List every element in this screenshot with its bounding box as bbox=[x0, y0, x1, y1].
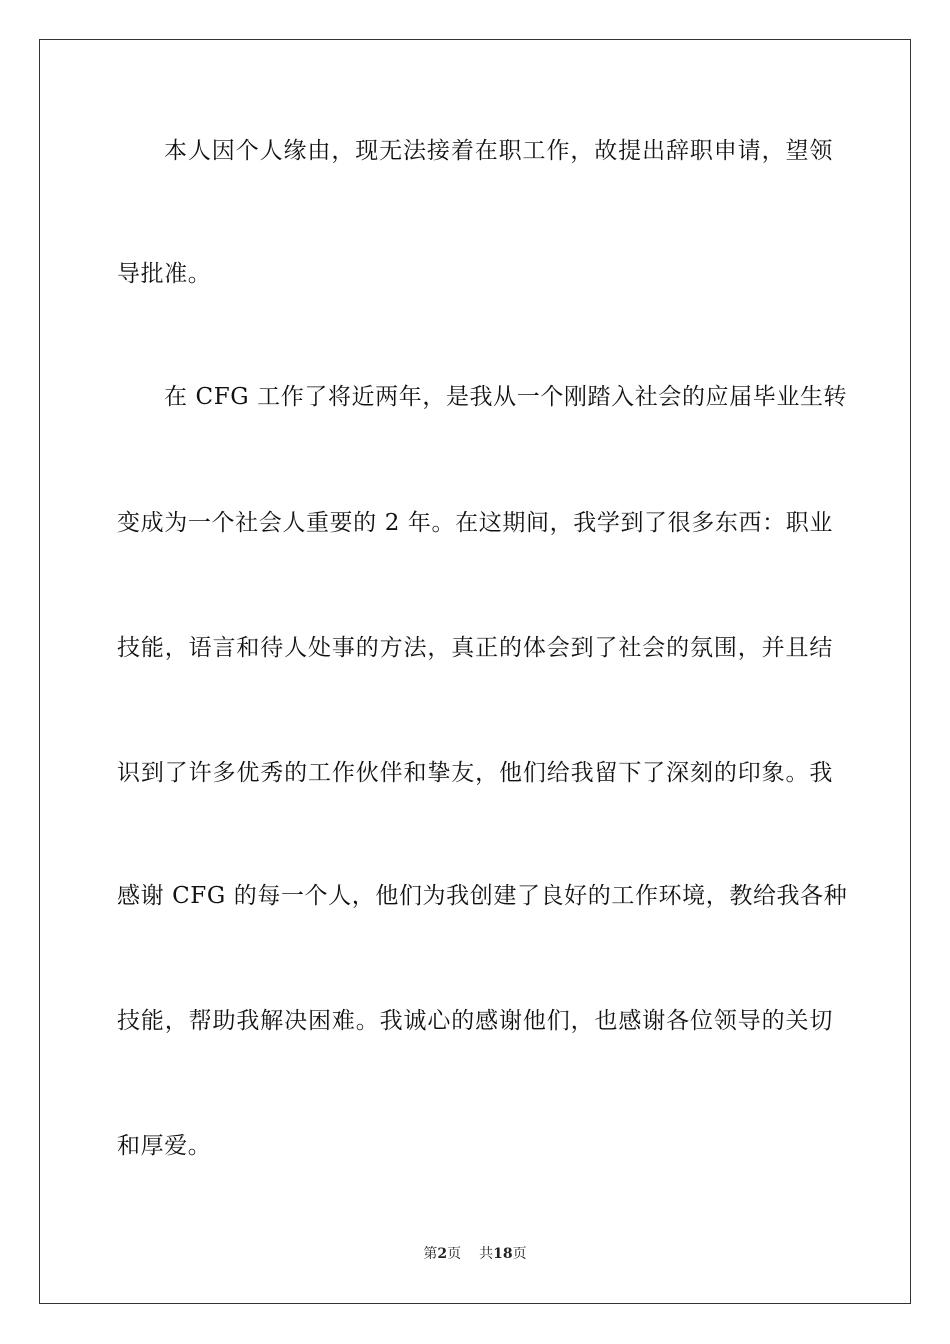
page-number: 2 bbox=[437, 1246, 448, 1262]
paragraph-2-line-3: 技能，语言和待人处事的方法，真正的体会到了社会的氛围，并且结 bbox=[117, 635, 833, 661]
page-suffix: 页 bbox=[447, 1246, 462, 1262]
paragraph-2-line-5: 感谢 CFG 的每一个人，他们为我创建了良好的工作环境，教给我各种 bbox=[117, 883, 848, 909]
paragraph-2-line-6: 技能，帮助我解决困难。我诚心的感谢他们，也感谢各位领导的关切 bbox=[117, 1008, 833, 1034]
paragraph-2-line-1: 在 CFG 工作了将近两年，是我从一个刚踏入社会的应届毕业生转 bbox=[164, 384, 848, 410]
page-footer bbox=[0, 1244, 950, 1264]
paragraph-1-line-2: 导批准。 bbox=[117, 261, 212, 287]
total-suffix: 页 bbox=[512, 1246, 527, 1262]
paragraph-1-line-1: 本人因个人缘由，现无法接着在职工作，故提出辞职申请，望领 bbox=[164, 138, 833, 164]
paragraph-2-line-2: 变成为一个社会人重要的 2 年。在这期间，我学到了很多东西：职业 bbox=[117, 510, 833, 536]
total-prefix: 共 bbox=[479, 1246, 494, 1262]
paragraph-2-line-7: 和厚爱。 bbox=[117, 1133, 212, 1159]
page-border bbox=[39, 39, 911, 1304]
paragraph-2-line-4: 识到了许多优秀的工作伙伴和挚友，他们给我留下了深刻的印象。我 bbox=[117, 760, 833, 786]
page-prefix: 第 bbox=[423, 1246, 438, 1262]
total-pages: 18 bbox=[493, 1246, 513, 1262]
